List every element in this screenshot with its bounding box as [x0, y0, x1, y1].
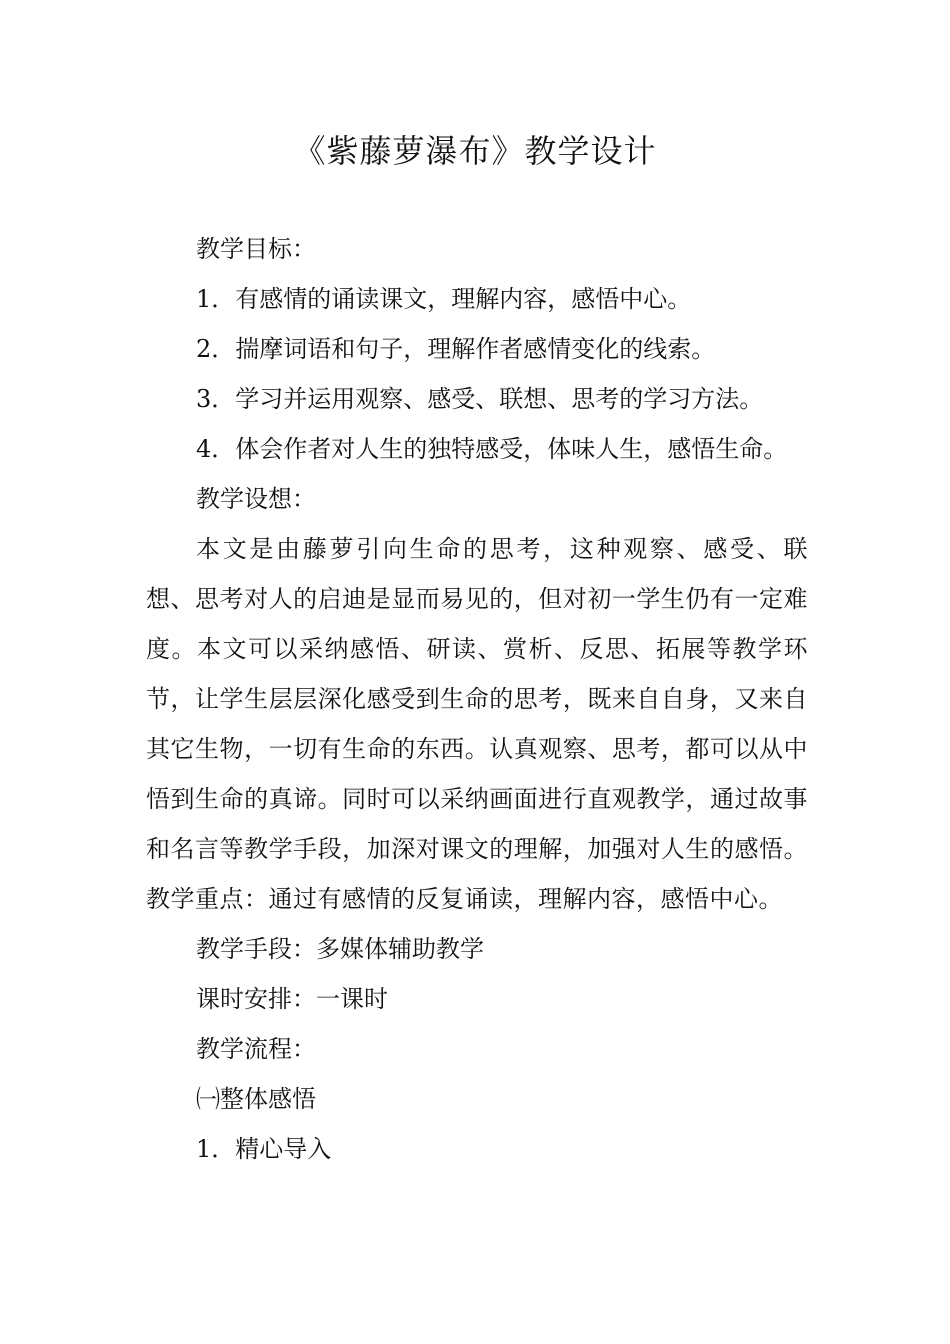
- process-heading: 教学流程：: [196, 1035, 316, 1063]
- teaching-means: 教学手段：多媒体辅助教学: [196, 935, 484, 963]
- concept-paragraph: 本文是由藤萝引向生命的思考，这种观察、感受、联想、思考对人的启迪是显而易见的，但对初一学生仍有一定难度。本文可以采纳感悟、研读、赏析、反思、拓展等教学环节，让学生层层深化感受到生命的思考，既来自自身，又来自其它生物，一切有生命的东西。认真观察、思考，都可以从中悟到生命的真谛。同时可以采纳画面进行直观教学，通过故事和名言等教学手段，加深对课文的理解，加强对人生的感悟。教学重点：通过有感情的反复诵读，理解内容，感悟中心。: [146, 535, 808, 913]
- document-title: 《紫藤萝瀑布》教学设计: [293, 132, 657, 170]
- document-body: [146, 224, 808, 1174]
- objectives-heading: 教学目标：: [196, 235, 316, 263]
- step-heading: 1．精心导入: [196, 1135, 332, 1163]
- objective-item: 3．学习并运用观察、感受、联想、思考的学习方法。: [196, 385, 764, 413]
- concept-heading: 教学设想：: [196, 485, 316, 513]
- section-heading: ㈠整体感悟: [196, 1085, 316, 1113]
- objective-item: 1．有感情的诵读课文，理解内容，感悟中心。: [196, 285, 692, 313]
- objective-item: 4．体会作者对人生的独特感受，体味人生，感悟生命。: [196, 435, 788, 463]
- objective-item: 2．揣摩词语和句子，理解作者感情变化的线索。: [196, 335, 716, 363]
- lesson-schedule: 课时安排：一课时: [196, 985, 388, 1013]
